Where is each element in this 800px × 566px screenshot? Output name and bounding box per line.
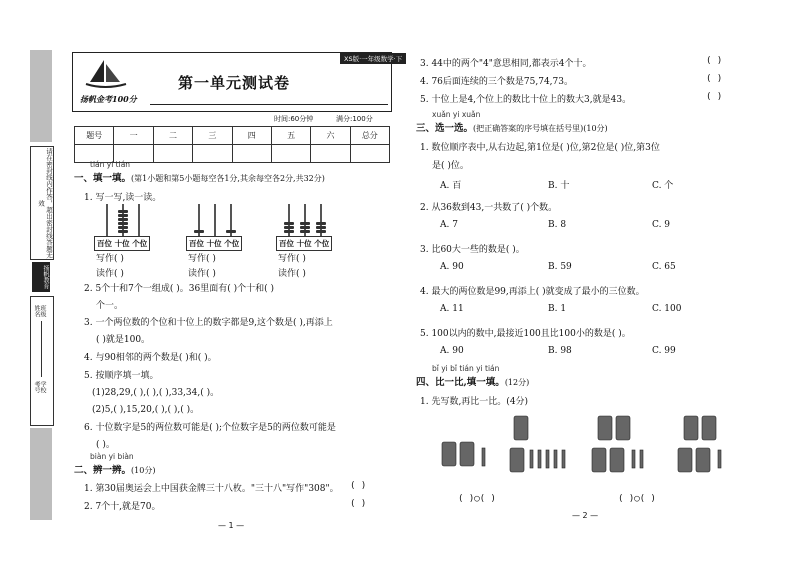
question-1-6b: ( )。 bbox=[96, 440, 115, 450]
choice-3-option-c: C. 65 bbox=[652, 262, 676, 272]
choice-2-option-b: B. 8 bbox=[548, 220, 567, 230]
choice-5-option-b: B. 98 bbox=[548, 346, 572, 356]
score-header-cell: 六 bbox=[311, 127, 350, 145]
score-header-cell: 二 bbox=[153, 127, 192, 145]
abacus-2 bbox=[186, 204, 246, 236]
question-1-2a: 2. 5个十和7个一组成( )。36里面有( )个十和( ) bbox=[84, 284, 275, 294]
sec2-note: (10分) bbox=[131, 466, 156, 475]
problem-4-1: 1. 先写数,再比一比。(4分) bbox=[420, 397, 529, 407]
judge-4-answer: ( ) bbox=[706, 74, 723, 84]
choice-2: 2. 从36数到43,一共数了( )个数。 bbox=[420, 203, 558, 213]
sec4-heading bbox=[416, 374, 529, 388]
sidebar-brand: 扬帆教育 bbox=[32, 262, 50, 292]
abacus-3 bbox=[276, 204, 336, 236]
page-number-2: — 2 — bbox=[572, 511, 599, 520]
sec2-title: 二、辨一辨。 bbox=[74, 465, 132, 476]
abacus-3-label: 百位 十位 个位 bbox=[276, 236, 332, 251]
choice-4: 4. 最大的两位数是99,再添上( )就变成了最小的三位数。 bbox=[420, 287, 645, 297]
sec1-heading bbox=[74, 170, 325, 184]
abacus-3-read: 读作( ) bbox=[278, 269, 306, 279]
abacus-1 bbox=[94, 204, 154, 236]
field-class: 班级 bbox=[39, 305, 46, 317]
choice-1-option-c: C. 个 bbox=[652, 181, 674, 191]
sec4-note: (12分) bbox=[504, 378, 530, 387]
judge-1: 1. 第30届奥运会上中国获金牌三十八枚。"三十八"写作"308"。 bbox=[84, 484, 339, 494]
sec1-title: 一、填一填。 bbox=[74, 173, 132, 184]
binding-sidebar bbox=[30, 50, 52, 520]
choice-3: 3. 比60大一些的数是( )。 bbox=[420, 245, 525, 255]
choice-5-option-a: A. 90 bbox=[440, 346, 464, 356]
compare-1: ( )◯( ) bbox=[458, 494, 496, 504]
abacus-1-label: 百位 十位 个位 bbox=[94, 236, 150, 251]
score-table-header-row bbox=[75, 127, 390, 145]
sidebar-notice: 请在密封线内作答，超出密封线答题无效 bbox=[30, 146, 54, 260]
choice-4-option-a: A. 11 bbox=[440, 304, 464, 314]
score-table bbox=[74, 126, 390, 163]
sec4-title: 四、比一比,填一填。 bbox=[416, 377, 505, 388]
field-name: 姓名 bbox=[33, 305, 40, 317]
choice-5: 5. 100以内的数中,最接近100且比100小的数是( )。 bbox=[420, 329, 631, 339]
logo-text: 扬帆金考100分 bbox=[80, 94, 137, 104]
sailboat-logo-icon bbox=[82, 58, 128, 88]
edition-badge: XS版·一年级数学·下 bbox=[340, 53, 406, 64]
choice-2-option-c: C. 9 bbox=[652, 220, 671, 230]
counting-sticks-illustration bbox=[432, 412, 762, 484]
judge-1-answer: ( ) bbox=[350, 481, 367, 491]
score-info: 满分:100分 bbox=[336, 115, 373, 123]
abacus-3-write: 写作( ) bbox=[278, 254, 306, 264]
judge-2: 2. 7个十,就是70。 bbox=[84, 502, 161, 512]
judge-3: 3. 44中的两个"4"意思相同,都表示4个十。 bbox=[420, 59, 592, 69]
abacus-1-read: 读作( ) bbox=[96, 269, 124, 279]
field-school: 学校 bbox=[39, 381, 46, 393]
score-header-cell: 四 bbox=[232, 127, 271, 145]
question-1-1: 1. 写一写,读一读。 bbox=[84, 193, 162, 203]
question-1-5: 5. 按顺序填一填。 bbox=[84, 371, 159, 381]
question-1-3a: 3. 一个两位数的个位和十位上的数字都是9,这个数是( ),再添上 bbox=[84, 318, 333, 328]
choice-4-option-c: C. 100 bbox=[652, 304, 682, 314]
question-1-6a: 6. 十位数字是5的两位数可能是( );个位数字是5的两位数可能是 bbox=[84, 423, 336, 433]
sidebar-student-info bbox=[30, 296, 54, 426]
choice-4-option-b: B. 1 bbox=[548, 304, 567, 314]
judge-5: 5. 十位上是4,个位上的数比十位上的数大3,就是43。 bbox=[420, 95, 632, 105]
abacus-2-label: 百位 十位 个位 bbox=[186, 236, 242, 251]
score-header-cell: 一 bbox=[114, 127, 153, 145]
sec1-note: (第1小题和第5小题每空各1分,其余每空各2分,共32分) bbox=[131, 174, 325, 183]
choice-1a: 1. 数位顺序表中,从右边起,第1位是( )位,第2位是( )位,第3位 bbox=[420, 143, 660, 153]
question-1-4: 4. 与90相邻的两个数是( )和( )。 bbox=[84, 353, 217, 363]
page-title: 第一单元测试卷 bbox=[178, 74, 291, 92]
abacus-1-write: 写作( ) bbox=[96, 254, 124, 264]
sec4-pinyin: bǐ yi bǐ tián yi tián bbox=[432, 364, 500, 373]
question-1-5-1: (1)28,29,( ),( ),( ),33,34,( )。 bbox=[92, 388, 220, 398]
choice-5-option-c: C. 99 bbox=[652, 346, 676, 356]
choice-1-option-b: B. 十 bbox=[548, 181, 570, 191]
score-header-cell: 三 bbox=[193, 127, 232, 145]
score-header-cell: 总分 bbox=[350, 127, 389, 145]
sec2-pinyin: biàn yi biàn bbox=[90, 452, 134, 461]
sidebar-gray-bottom bbox=[30, 428, 52, 520]
sec3-note: (把正确答案的序号填在括号里)(10分) bbox=[473, 124, 608, 133]
sec2-heading bbox=[74, 462, 155, 476]
sec3-title: 三、选一选。 bbox=[416, 123, 474, 134]
question-1-5-2: (2)5,( ),15,20,( ),( ),( )。 bbox=[92, 405, 200, 415]
choice-1b: 是( )位。 bbox=[432, 161, 469, 171]
sidebar-gray-top bbox=[30, 50, 52, 142]
sec3-pinyin: xuǎn yi xuǎn bbox=[432, 110, 481, 119]
choice-3-option-b: B. 59 bbox=[548, 262, 572, 272]
score-header-cell: 五 bbox=[271, 127, 310, 145]
judge-2-answer: ( ) bbox=[350, 499, 367, 509]
judge-3-answer: ( ) bbox=[706, 56, 723, 66]
choice-1-option-a: A. 百 bbox=[440, 181, 462, 191]
judge-4: 4. 76后面连续的三个数是75,74,73。 bbox=[420, 77, 573, 87]
abacus-2-read: 读作( ) bbox=[188, 269, 216, 279]
choice-2-option-a: A. 7 bbox=[440, 220, 458, 230]
field-number: 考号 bbox=[33, 381, 40, 393]
score-header-cell: 题号 bbox=[75, 127, 114, 145]
sec1-pinyin: tián yi tián bbox=[90, 160, 131, 169]
judge-5-answer: ( ) bbox=[706, 92, 723, 102]
time-info: 时间:60分钟 bbox=[274, 115, 314, 123]
abacus-2-write: 写作( ) bbox=[188, 254, 216, 264]
title-underline bbox=[150, 104, 388, 105]
sec3-heading bbox=[416, 120, 608, 134]
page-number-1: — 1 — bbox=[218, 521, 245, 530]
choice-3-option-a: A. 90 bbox=[440, 262, 464, 272]
compare-2: ( )◯( ) bbox=[618, 494, 656, 504]
question-1-2b: 个一。 bbox=[96, 301, 124, 311]
question-1-3b: ( )就是100。 bbox=[96, 335, 151, 345]
